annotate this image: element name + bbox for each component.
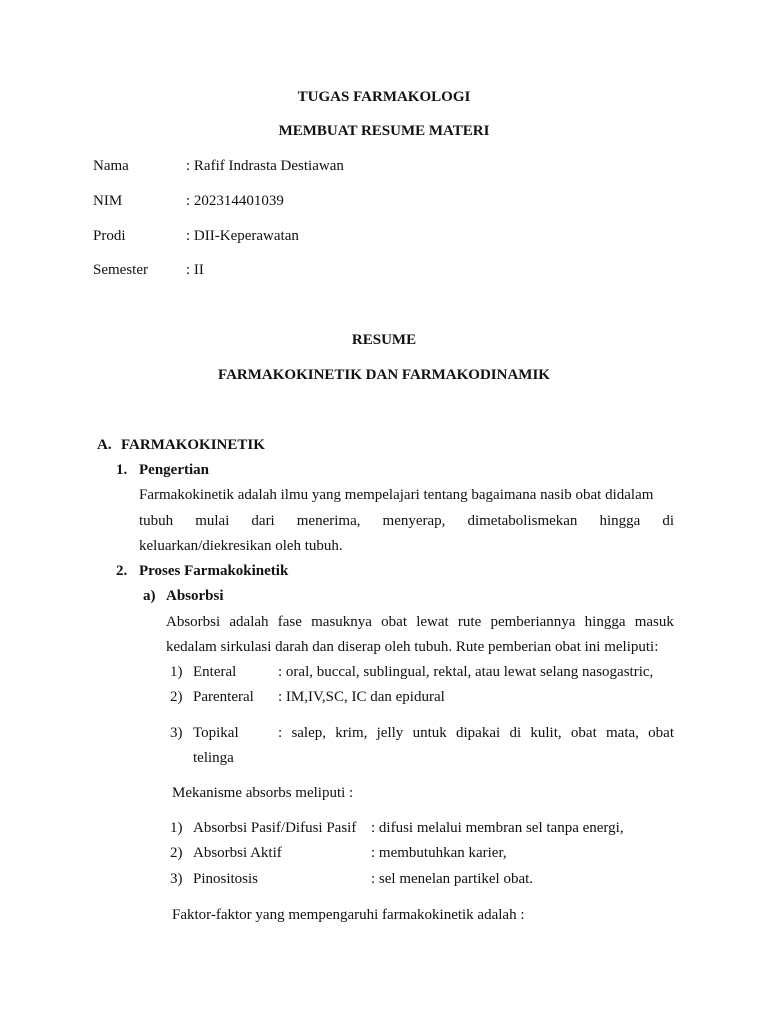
factors-intro: Faktor-faktor yang mempengaruhi farmakokinetik adalah : xyxy=(172,907,525,923)
document-subtitle: MEMBUAT RESUME MATERI xyxy=(278,123,490,139)
word: hingga xyxy=(599,513,641,529)
item2-heading: Proses Farmakokinetik xyxy=(139,563,289,579)
section-a-heading: FARMAKOKINETIK xyxy=(121,437,265,453)
mechanism-2-num: 2) xyxy=(170,845,183,861)
word: lewat xyxy=(416,614,449,630)
word: tubuh xyxy=(139,513,174,529)
word: masuknya xyxy=(311,614,372,630)
name-label: Nama xyxy=(93,158,129,174)
semester-label: Semester xyxy=(93,262,148,278)
route-2-desc: : IM,IV,SC, IC dan epidural xyxy=(278,689,445,705)
mechanism-1-num: 1) xyxy=(170,820,183,836)
word: krim, xyxy=(335,725,368,741)
word: menyerap, xyxy=(382,513,446,529)
word: untuk xyxy=(412,725,447,741)
word: jelly xyxy=(376,725,404,741)
sub-a-marker: a) xyxy=(143,588,156,604)
route-3-desc-cont: telinga xyxy=(193,750,234,766)
word: dipakai xyxy=(456,725,501,741)
word: obat xyxy=(570,725,597,741)
route-1-num: 1) xyxy=(170,664,183,680)
word: obat xyxy=(381,614,407,630)
word: mata, xyxy=(606,725,639,741)
route-3-desc xyxy=(278,724,674,742)
prodi-value: : DII-Keperawatan xyxy=(186,228,299,244)
pengertian-line-1: Farmakokinetik adalah ilmu yang mempelajari tentang bagaimana nasib obat didalam xyxy=(139,487,654,503)
mechanism-2-name: Absorbsi Aktif xyxy=(193,845,282,861)
word: adalah xyxy=(229,614,269,630)
word: masuk xyxy=(634,614,674,630)
semester-value: : II xyxy=(186,262,204,278)
item1-heading: Pengertian xyxy=(139,462,209,478)
word: fase xyxy=(277,614,302,630)
word: mulai xyxy=(195,513,230,529)
mechanism-2-desc: : membutuhkan karier, xyxy=(371,845,507,861)
absorbsi-line-2: kedalam sirkulasi darah dan diserap oleh tubuh. Rute pemberian obat ini meliputi: xyxy=(166,639,659,655)
word: salep, xyxy=(291,725,327,741)
route-3-name: Topikal xyxy=(193,725,239,741)
route-1-name: Enteral xyxy=(193,664,237,680)
sub-a-heading: Absorbsi xyxy=(166,588,224,604)
item1-marker: 1. xyxy=(116,462,128,478)
mechanism-3-name: Pinositosis xyxy=(193,871,259,887)
section-a-marker: A. xyxy=(97,437,112,453)
item2-marker: 2. xyxy=(116,563,128,579)
document-title: TUGAS FARMAKOLOGI xyxy=(297,89,471,105)
absorbsi-line-1 xyxy=(166,613,674,631)
word: menerima, xyxy=(296,513,361,529)
word: obat xyxy=(648,725,674,741)
word: dari xyxy=(251,513,275,529)
mechanism-1-desc: : difusi melalui membran sel tanpa energi, xyxy=(371,820,624,836)
nim-label: NIM xyxy=(93,193,123,209)
mechanism-3-desc: : sel menelan partikel obat. xyxy=(371,871,534,887)
resume-title: RESUME xyxy=(351,332,417,348)
word: di xyxy=(662,513,674,529)
route-2-num: 2) xyxy=(170,689,183,705)
route-1-desc: : oral, buccal, sublingual, rektal, atau lewat selang nasogastric, xyxy=(278,664,654,680)
word: : xyxy=(278,725,283,741)
word: pemberiannya xyxy=(490,614,576,630)
route-3-num: 3) xyxy=(170,725,183,741)
mechanism-3-num: 3) xyxy=(170,871,183,887)
mechanism-1-name: Absorbsi Pasif/Difusi Pasif xyxy=(193,820,357,836)
resume-topic: FARMAKOKINETIK DAN FARMAKODINAMIK xyxy=(218,367,550,383)
word: dimetabolismekan xyxy=(467,513,578,529)
pengertian-line-2 xyxy=(139,512,674,530)
route-2-name: Parenteral xyxy=(193,689,254,705)
word: kulit, xyxy=(530,725,562,741)
prodi-label: Prodi xyxy=(93,228,126,244)
word: di xyxy=(509,725,522,741)
word: hingga xyxy=(584,614,626,630)
word: Absorbsi xyxy=(166,614,221,630)
word: rute xyxy=(457,614,482,630)
pengertian-line-3: keluarkan/diekresikan oleh tubuh. xyxy=(139,538,343,554)
nim-value: : 202314401039 xyxy=(186,193,284,209)
name-value: : Rafif Indrasta Destiawan xyxy=(186,158,344,174)
mechanism-intro: Mekanisme absorbs meliputi : xyxy=(172,785,354,801)
